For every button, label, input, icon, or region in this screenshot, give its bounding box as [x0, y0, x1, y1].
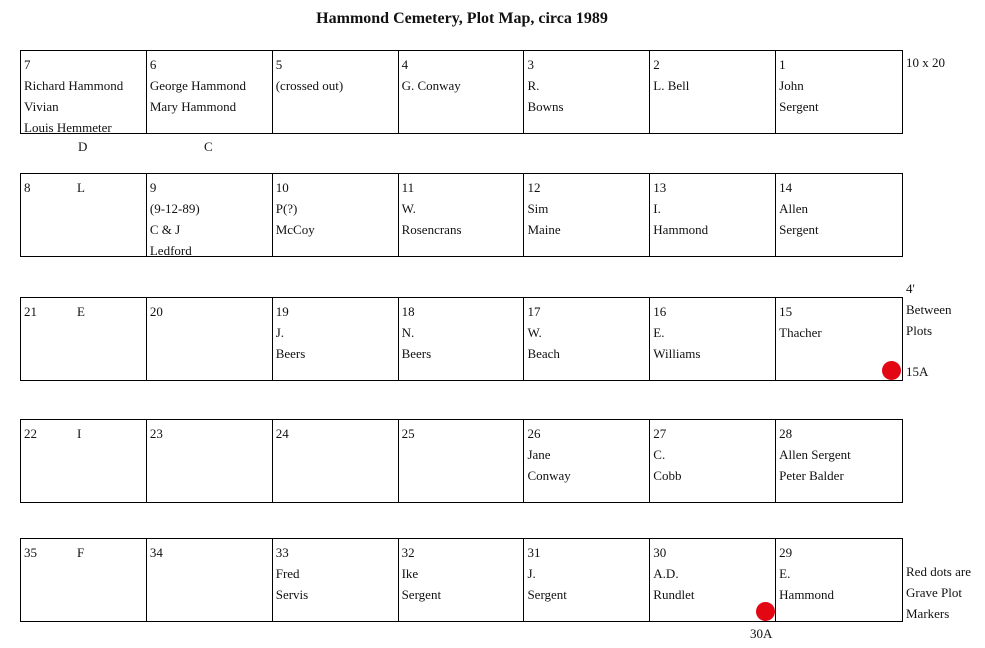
plot-name: E.: [653, 325, 665, 340]
plot-name: Thacher: [779, 325, 822, 340]
spacing-note-line: Between: [906, 302, 952, 317]
plot-name: Sim: [527, 201, 549, 216]
plot-name: P(?): [275, 201, 298, 216]
plot-name: C.: [653, 447, 666, 462]
plot-name: Allen Sergent: [779, 447, 851, 462]
plot-number: 21: [24, 304, 37, 319]
plot-name: Hammond: [653, 222, 709, 237]
plot-number: 1: [779, 57, 786, 72]
plot-18: [399, 298, 525, 380]
plot-number: 13: [653, 180, 667, 195]
plot-size-note: 10 x 20: [906, 55, 945, 70]
plot-name: Mary Hammond: [149, 99, 237, 114]
plot-name: Rundlet: [653, 587, 695, 602]
plot-number: 9: [149, 180, 157, 195]
plot-number: 4: [401, 57, 409, 72]
plot-2: [650, 51, 776, 133]
plot-16: [650, 298, 776, 380]
plot-name: Williams: [653, 346, 701, 361]
plot-name: Sergent: [401, 587, 442, 602]
plot-5: [273, 51, 399, 133]
plot-number: 27: [653, 426, 667, 441]
plot-name: Cobb: [653, 468, 682, 483]
plot-number: 16: [653, 304, 667, 319]
plot-name: Sergent: [527, 587, 567, 602]
section-letter-c: C: [204, 139, 213, 154]
plot-29: [776, 539, 903, 621]
plot-name: I.: [653, 201, 661, 216]
plot-name: Rosencrans: [401, 222, 462, 237]
section-letter-d: D: [78, 139, 88, 154]
plot-9: [147, 174, 273, 256]
plot-number: 11: [401, 180, 415, 195]
plot-number: 31: [527, 545, 541, 560]
plot-number: 17: [527, 304, 541, 319]
plot-name: Servis: [275, 587, 309, 602]
plot-number: 30: [653, 545, 667, 560]
plot-number: 29: [779, 545, 793, 560]
grave-marker-label-30a: 30A: [750, 626, 773, 641]
plot-number: 19: [275, 304, 289, 319]
plot-number: 2: [653, 57, 660, 72]
plot-name: Conway: [527, 468, 571, 483]
plot-24: [273, 420, 399, 502]
legend-note: [906, 561, 971, 624]
plot-name: J.: [527, 566, 536, 581]
plot-name: Beers: [401, 346, 432, 361]
plot-name: Sergent: [779, 222, 819, 237]
plot-number: 24: [275, 426, 289, 441]
grave-marker-dot-15a: [882, 361, 901, 380]
plot-28: [776, 420, 903, 502]
spacing-note-line: 4': [906, 281, 915, 296]
plot-name: Sergent: [779, 99, 819, 114]
plot-3: [524, 51, 650, 133]
plot-name: Maine: [527, 222, 561, 237]
plot-number: 26: [527, 426, 541, 441]
plot-number: 23: [149, 426, 163, 441]
plot-number: 8: [24, 180, 31, 195]
plot-20: [147, 298, 273, 380]
plot-name: W.: [527, 325, 542, 340]
plot-number: 33: [275, 545, 289, 560]
section-letter: L: [77, 180, 85, 195]
plot-number: 22: [24, 426, 37, 441]
plot-number: 3: [527, 57, 534, 72]
grave-marker-dot-30a: [756, 602, 775, 621]
plot-number: 20: [149, 304, 163, 319]
plot-23: [147, 420, 273, 502]
plot-name: Beers: [275, 346, 306, 361]
plot-name: Bowns: [527, 99, 564, 114]
grave-marker-label-15a: 15A: [906, 364, 929, 379]
plot-name: McCoy: [275, 222, 315, 237]
plot-number: 6: [149, 57, 157, 72]
plot-name: C & J: [149, 222, 181, 237]
plot-row-1: [20, 50, 903, 134]
plot-14: [776, 174, 903, 256]
plot-name: Ike: [401, 566, 419, 581]
plot-8: [21, 174, 147, 256]
plot-name: J.: [275, 325, 285, 340]
plot-name: G. Conway: [401, 78, 461, 93]
plot-4: [399, 51, 525, 133]
plot-name: E.: [779, 566, 791, 581]
spacing-note-line: Plots: [906, 323, 933, 338]
plot-number: 7: [24, 57, 31, 72]
plot-number: 25: [401, 426, 415, 441]
spacing-note: [906, 278, 951, 341]
plot-22: [21, 420, 147, 502]
page-title: Hammond Cemetery, Plot Map, circa 1989: [316, 10, 608, 27]
plot-34: [147, 539, 273, 621]
plot-21: [21, 298, 147, 380]
plot-name: Fred: [275, 566, 300, 581]
plot-row-2: [20, 173, 903, 257]
plot-25: [399, 420, 525, 502]
plot-31: [524, 539, 650, 621]
section-letter: E: [77, 304, 85, 319]
plot-27: [650, 420, 776, 502]
plot-name: Beach: [527, 346, 560, 361]
plot-name: Hammond: [779, 587, 835, 602]
plot-7: [21, 51, 147, 133]
plot-row-3: [20, 297, 903, 381]
plot-name: (crossed out): [275, 78, 344, 93]
plot-number: 14: [779, 180, 793, 195]
plot-number: 28: [779, 426, 793, 441]
plot-number: 34: [149, 545, 163, 560]
plot-date: (9-12-89): [149, 201, 200, 216]
plot-number: 5: [275, 57, 283, 72]
plot-name: John: [779, 78, 804, 93]
plot-10: [273, 174, 399, 256]
plot-26: [524, 420, 650, 502]
plot-12: [524, 174, 650, 256]
section-letter: I: [77, 426, 82, 441]
plot-name: Allen: [779, 201, 809, 216]
plot-name: W.: [401, 201, 416, 216]
plot-number: 18: [401, 304, 415, 319]
plot-name: Jane: [527, 447, 551, 462]
plot-name: Vivian: [24, 99, 59, 114]
plot-number: 32: [401, 545, 415, 560]
plot-11: [399, 174, 525, 256]
plot-17: [524, 298, 650, 380]
plot-name: A.D.: [653, 566, 679, 581]
plot-13: [650, 174, 776, 256]
plot-name: Ledford: [149, 243, 192, 258]
plot-name: George Hammond: [149, 78, 247, 93]
plot-35: [21, 539, 147, 621]
plot-number: 35: [24, 545, 37, 560]
plot-number: 15: [779, 304, 793, 319]
plot-name: L. Bell: [653, 78, 690, 93]
plot-33: [273, 539, 399, 621]
legend-note-line: Grave Plot: [906, 585, 962, 600]
plot-name: Richard Hammond: [24, 78, 124, 93]
plot-name: N.: [401, 325, 415, 340]
plot-number: 12: [527, 180, 541, 195]
plot-name: Louis Hemmeter: [24, 120, 112, 135]
plot-row-4: [20, 419, 903, 503]
plot-6: [147, 51, 273, 133]
section-letter: F: [77, 545, 85, 560]
legend-note-line: Markers: [906, 606, 950, 621]
legend-note-line: Red dots are: [906, 564, 971, 579]
plot-name: Peter Balder: [779, 468, 844, 483]
plot-1: [776, 51, 903, 133]
plot-19: [273, 298, 399, 380]
plot-name: R.: [527, 78, 540, 93]
plot-number: 10: [275, 180, 289, 195]
plot-32: [399, 539, 525, 621]
